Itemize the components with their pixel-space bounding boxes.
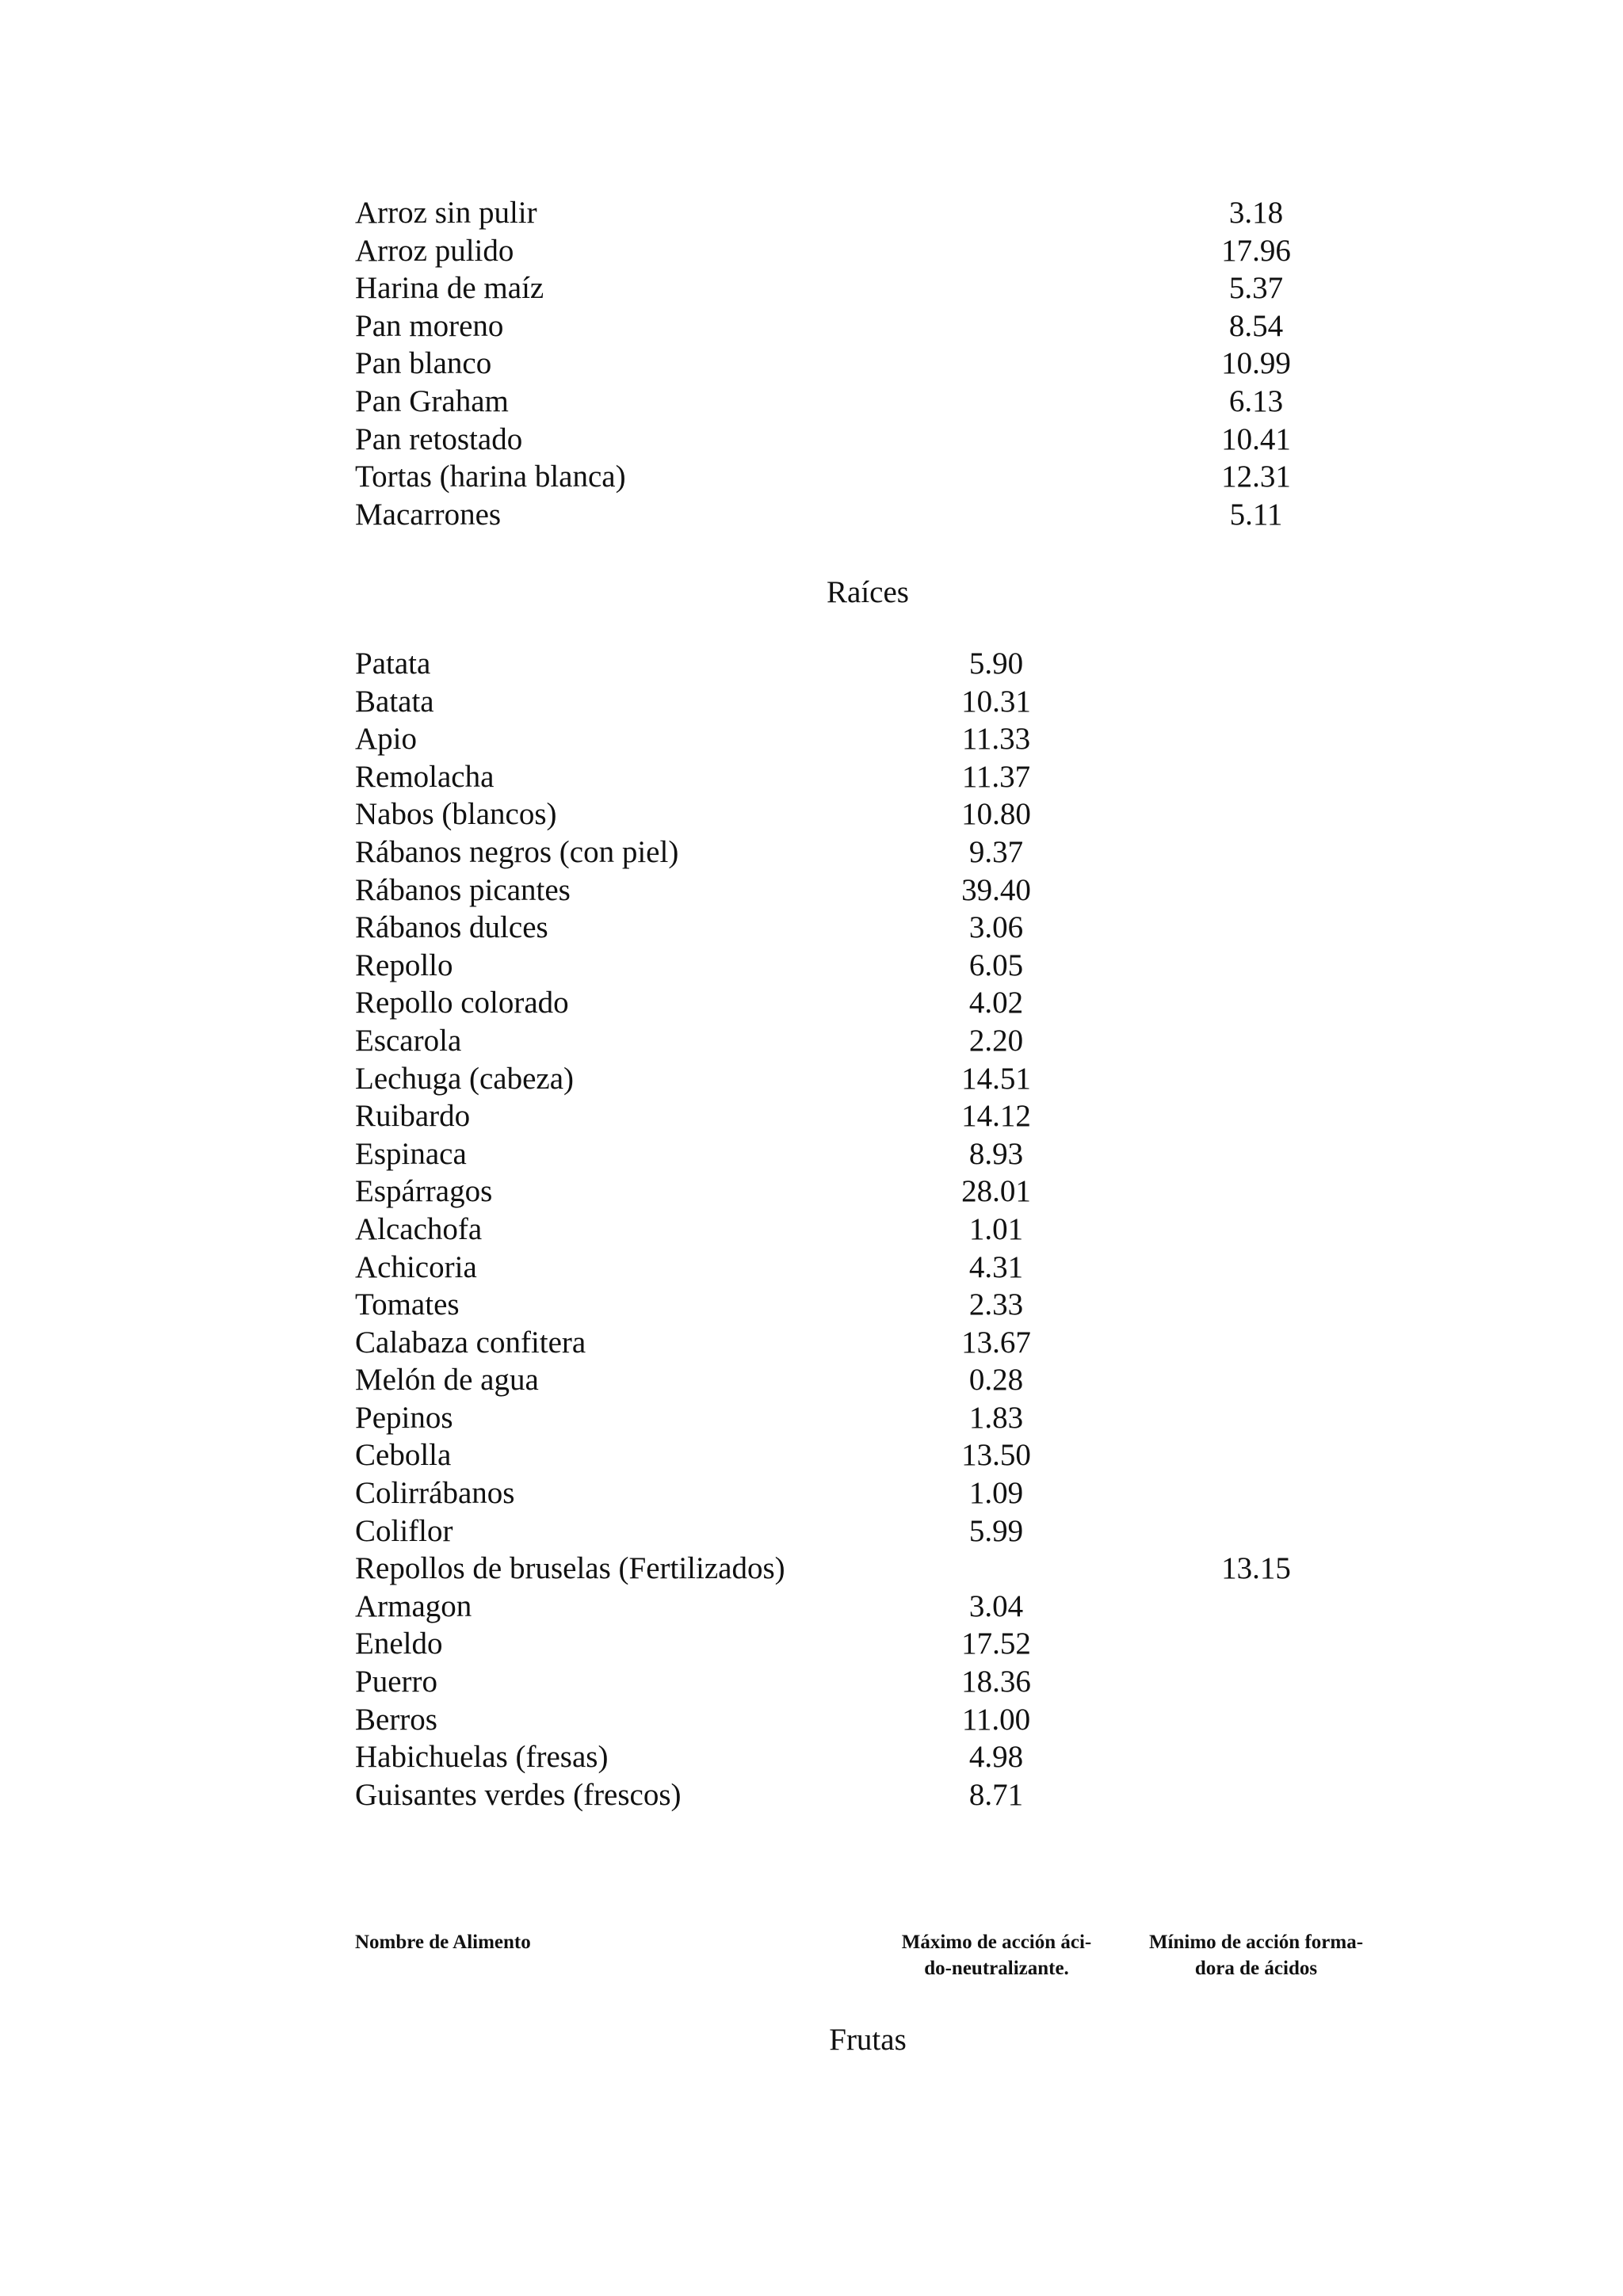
table-row (355, 496, 1385, 534)
min-acid-forming-value: 13.15 (1221, 1551, 1291, 1586)
min-acid-forming-value: 10.99 (1221, 346, 1291, 381)
max-acid-neutralizing-value: 11.00 (961, 1702, 1031, 1737)
column-header-min-acid-forming (1129, 1929, 1383, 1981)
food-name: Batata (355, 684, 434, 719)
table-row (355, 1399, 1385, 1437)
food-name: Pepinos (355, 1400, 453, 1435)
table-row (355, 1060, 1385, 1098)
food-name: Tomates (355, 1287, 460, 1322)
max-acid-neutralizing-value: 3.06 (968, 910, 1024, 945)
food-name: Armagon (355, 1589, 472, 1623)
food-name: Puerro (355, 1665, 437, 1699)
max-acid-neutralizing-value: 18.36 (961, 1665, 1031, 1699)
food-name: Espárragos (355, 1174, 493, 1209)
max-acid-neutralizing-value: 11.37 (961, 759, 1031, 794)
table-row (355, 383, 1385, 421)
max-acid-neutralizing-value: 1.01 (968, 1211, 1024, 1246)
food-name: Lechuga (cabeza) (355, 1061, 575, 1096)
food-name: Habichuelas (fresas) (355, 1740, 609, 1775)
min-acid-forming-value: 5.37 (1228, 271, 1284, 306)
food-name: Espinaca (355, 1136, 467, 1171)
food-name: Escarola (355, 1023, 462, 1058)
table-row (355, 1361, 1385, 1399)
max-acid-neutralizing-value: 5.99 (968, 1513, 1024, 1548)
section-title-frutas: Frutas (829, 2023, 907, 2057)
min-acid-forming-value: 3.18 (1228, 196, 1284, 230)
min-acid-forming-value: 6.13 (1228, 383, 1284, 418)
cereals-table (355, 194, 1385, 533)
food-name: Macarrones (355, 497, 502, 532)
food-name: Rábanos dulces (355, 910, 548, 945)
max-acid-neutralizing-value: 1.09 (968, 1476, 1024, 1511)
food-name: Repollo colorado (355, 986, 569, 1020)
table-row (355, 345, 1385, 383)
food-name: Ruibardo (355, 1099, 471, 1134)
min-acid-forming-value: 5.11 (1229, 497, 1283, 532)
table-row (355, 1512, 1385, 1550)
table-row (355, 269, 1385, 307)
table-row (355, 1211, 1385, 1249)
table-row (355, 194, 1385, 232)
table-row (355, 1474, 1385, 1512)
food-name: Patata (355, 646, 431, 681)
max-acid-neutralizing-value: 2.20 (968, 1023, 1024, 1058)
max-acid-neutralizing-value: 0.28 (968, 1363, 1024, 1398)
table-row (355, 984, 1385, 1022)
max-acid-neutralizing-value: 4.02 (968, 986, 1024, 1020)
food-name: Coliflor (355, 1513, 453, 1548)
table-row (355, 1022, 1385, 1060)
min-acid-forming-value: 10.41 (1221, 421, 1291, 456)
food-name: Calabaza confitera (355, 1325, 586, 1360)
table-row (355, 232, 1385, 270)
table-row (355, 1436, 1385, 1474)
food-name: Apio (355, 722, 417, 757)
food-name: Arroz sin pulir (355, 196, 537, 230)
food-name: Melón de agua (355, 1363, 539, 1398)
column-header-max-acid-neutralizing (876, 1929, 1117, 1981)
table-row (355, 833, 1385, 871)
column-header-min-line1: Mínimo de acción forma- (1148, 1932, 1364, 1953)
table-row (355, 458, 1385, 496)
table-row (355, 1249, 1385, 1287)
max-acid-neutralizing-value: 39.40 (961, 872, 1031, 907)
max-acid-neutralizing-value: 8.71 (968, 1777, 1024, 1812)
food-name: Arroz pulido (355, 233, 514, 268)
section-title-raices: Raíces (827, 575, 909, 609)
table-row (355, 1738, 1385, 1776)
table-row (355, 307, 1385, 345)
food-name: Alcachofa (355, 1211, 483, 1246)
table-row (355, 1324, 1385, 1362)
table-row (355, 909, 1385, 947)
table-row (355, 683, 1385, 721)
column-header-food-name (355, 1929, 531, 1955)
max-acid-neutralizing-value: 13.50 (961, 1438, 1031, 1473)
food-name: Berros (355, 1702, 437, 1737)
food-name: Eneldo (355, 1627, 443, 1661)
table-row (355, 1097, 1385, 1135)
table-row (355, 1286, 1385, 1324)
max-acid-neutralizing-value: 5.90 (968, 646, 1024, 681)
max-acid-neutralizing-value: 11.33 (961, 722, 1031, 757)
max-acid-neutralizing-value: 6.05 (968, 948, 1024, 982)
max-acid-neutralizing-value: 17.52 (961, 1627, 1031, 1661)
min-acid-forming-value: 17.96 (1221, 233, 1291, 268)
table-row (355, 1135, 1385, 1173)
max-acid-neutralizing-value: 10.31 (961, 684, 1031, 719)
food-name: Rábanos negros (con piel) (355, 834, 679, 869)
food-name: Remolacha (355, 759, 495, 794)
column-header-min-line2: dora de ácidos (1194, 1958, 1318, 1979)
column-header-max-line2: do-neutralizante. (924, 1958, 1069, 1979)
table-row (355, 720, 1385, 758)
food-name: Guisantes verdes (frescos) (355, 1777, 682, 1812)
max-acid-neutralizing-value: 13.67 (961, 1325, 1031, 1360)
max-acid-neutralizing-value: 28.01 (961, 1174, 1031, 1209)
table-row (355, 1173, 1385, 1211)
food-name: Cebolla (355, 1438, 452, 1473)
max-acid-neutralizing-value: 3.04 (968, 1589, 1024, 1623)
column-header-food-name-text: Nombre de Alimento (355, 1932, 531, 1953)
food-name: Tortas (harina blanca) (355, 460, 626, 494)
table-row (355, 795, 1385, 833)
food-name: Colirrábanos (355, 1476, 515, 1511)
table-row (355, 947, 1385, 985)
food-name: Repollo (355, 948, 453, 982)
food-name: Nabos (blancos) (355, 797, 557, 832)
table-row (355, 1588, 1385, 1626)
food-name: Repollos de bruselas (Fertilizados) (355, 1551, 785, 1586)
min-acid-forming-value: 12.31 (1221, 460, 1291, 494)
table-row (355, 758, 1385, 796)
table-row (355, 871, 1385, 910)
table-row (355, 1663, 1385, 1701)
food-name: Rábanos picantes (355, 872, 571, 907)
max-acid-neutralizing-value: 1.83 (968, 1400, 1024, 1435)
max-acid-neutralizing-value: 9.37 (968, 834, 1024, 869)
table-row (355, 1625, 1385, 1663)
max-acid-neutralizing-value: 4.31 (968, 1249, 1024, 1284)
max-acid-neutralizing-value: 8.93 (968, 1136, 1024, 1171)
max-acid-neutralizing-value: 14.12 (961, 1099, 1031, 1134)
max-acid-neutralizing-value: 4.98 (968, 1740, 1024, 1775)
max-acid-neutralizing-value: 14.51 (961, 1061, 1031, 1096)
min-acid-forming-value: 8.54 (1228, 308, 1284, 343)
food-name: Pan retostado (355, 421, 523, 456)
table-row (355, 1701, 1385, 1739)
column-header-max-line1: Máximo de acción áci- (901, 1932, 1092, 1953)
table-row (355, 1776, 1385, 1814)
roots-table (355, 645, 1385, 1814)
food-name: Achicoria (355, 1249, 477, 1284)
max-acid-neutralizing-value: 10.80 (961, 797, 1031, 832)
food-name: Pan moreno (355, 308, 504, 343)
food-name: Harina de maíz (355, 271, 544, 306)
food-name: Pan Graham (355, 383, 509, 418)
table-row (355, 421, 1385, 459)
table-row (355, 1550, 1385, 1588)
max-acid-neutralizing-value: 2.33 (968, 1287, 1024, 1322)
food-name: Pan blanco (355, 346, 492, 381)
table-row (355, 645, 1385, 683)
